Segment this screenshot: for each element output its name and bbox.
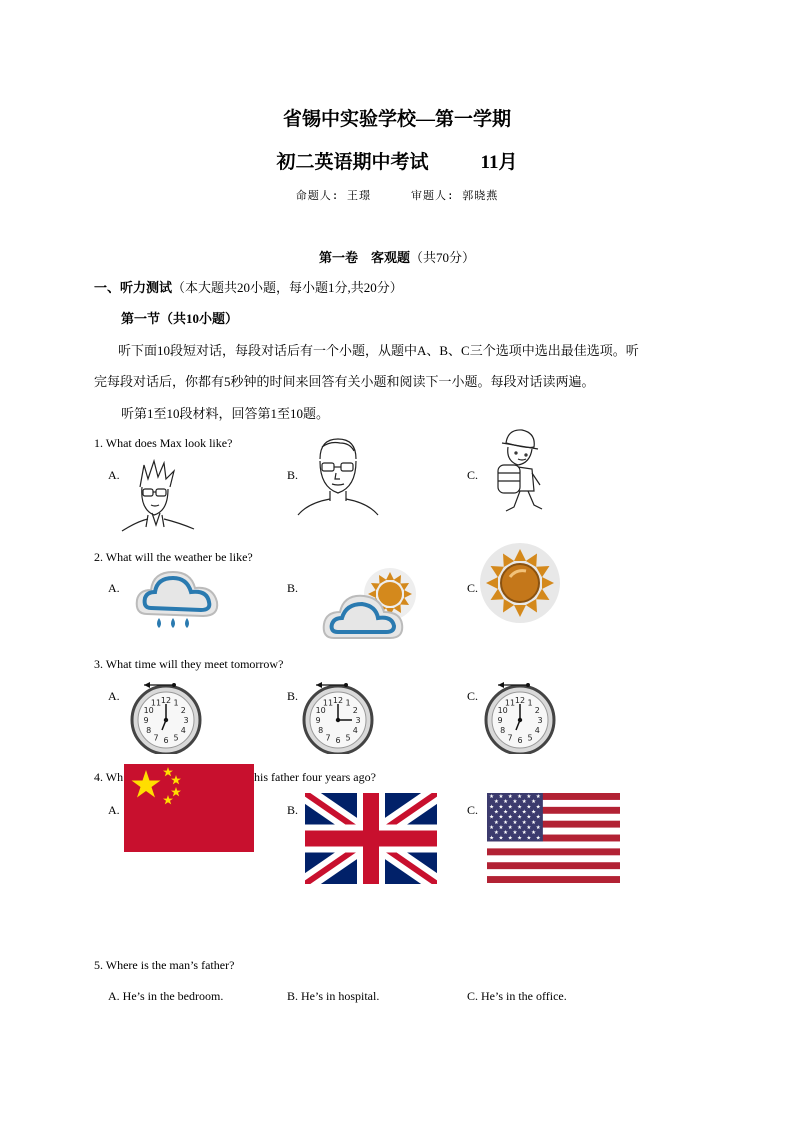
svg-text:★: ★ [535, 814, 541, 821]
boy-glasses-sketch-icon [118, 457, 198, 535]
question-2: 2. What will the weather be like? [94, 550, 253, 564]
q2-option-b: B. [287, 581, 299, 595]
q5-option-a: A. He’s in the bedroom. [108, 989, 224, 1003]
svg-text:12: 12 [332, 696, 344, 705]
section-title: 第一卷 客观题 [318, 250, 410, 265]
clock-icon [126, 678, 206, 754]
svg-text:★: ★ [507, 804, 513, 811]
exam-subtitle-main: 初二英语期中考试 [276, 152, 429, 173]
svg-text:9: 9 [315, 716, 321, 725]
svg-text:8: 8 [146, 726, 152, 735]
q4-option-b: B. [287, 803, 299, 817]
svg-text:5: 5 [173, 733, 179, 743]
svg-text:12: 12 [160, 696, 172, 705]
svg-text:★: ★ [498, 814, 504, 821]
svg-text:4: 4 [352, 726, 358, 735]
svg-text:★: ★ [503, 799, 509, 806]
svg-text:★: ★ [521, 809, 527, 816]
svg-text:3: 3 [183, 716, 189, 725]
q1-option-c: C. [467, 468, 479, 482]
cloud-sun-icon [322, 566, 422, 642]
svg-text:★: ★ [526, 814, 532, 821]
exam-month: 11月 [480, 152, 518, 173]
rain-cloud-icon [133, 562, 225, 634]
svg-text:★: ★ [507, 814, 513, 821]
q3-option-b: B. [287, 689, 299, 703]
svg-text:6: 6 [163, 736, 169, 745]
q4-option-c: C. [467, 803, 479, 817]
q3-option-c: C. [467, 689, 479, 703]
svg-text:★: ★ [526, 825, 532, 832]
svg-text:12: 12 [514, 696, 526, 705]
svg-text:7: 7 [507, 733, 513, 743]
svg-text:11: 11 [322, 698, 334, 708]
svg-text:★: ★ [535, 835, 541, 842]
svg-text:5: 5 [345, 733, 351, 743]
china-flag-icon [124, 764, 254, 852]
svg-text:★: ★ [493, 799, 499, 806]
usa-flag-icon [487, 793, 620, 883]
part-heading [94, 278, 403, 298]
q3-option-a: A. [108, 689, 120, 703]
svg-text:★: ★ [512, 799, 518, 806]
svg-text:1: 1 [345, 698, 351, 708]
instructions-line-1: 听下面10段短对话，每段对话后有一个小题，从题中A、B、C三个选项中选出最佳选项。听 [118, 343, 639, 358]
uk-flag-icon [305, 793, 437, 884]
svg-text:3: 3 [537, 716, 543, 725]
q1-option-a: A. [108, 468, 120, 482]
svg-text:2: 2 [534, 706, 540, 715]
svg-text:1: 1 [527, 698, 533, 708]
svg-text:★: ★ [517, 794, 523, 801]
svg-text:★: ★ [526, 794, 532, 801]
svg-text:6: 6 [335, 736, 341, 745]
svg-text:4: 4 [534, 726, 540, 735]
svg-text:★: ★ [517, 804, 523, 811]
svg-text:★: ★ [512, 809, 518, 816]
svg-text:★: ★ [489, 814, 495, 821]
section-score: （共70分） [410, 250, 476, 265]
svg-text:★: ★ [535, 825, 541, 832]
section-heading [0, 247, 794, 266]
q5-option-b: B. He’s in hospital. [287, 989, 380, 1003]
q4-option-a: A. [108, 803, 120, 817]
svg-text:★: ★ [498, 804, 504, 811]
svg-text:★: ★ [489, 804, 495, 811]
svg-text:★: ★ [489, 825, 495, 832]
instructions-line-2: 完每段对话后，你都有5秒钟的时间来回答有关小题和阅读下一小题。每段对话读两遍。 [94, 374, 595, 389]
svg-text:★: ★ [531, 809, 537, 816]
question-4-end: his father four years ago? [254, 770, 376, 784]
subheading: 第一节（共10小题） [121, 311, 239, 326]
svg-text:5: 5 [527, 733, 533, 743]
svg-text:★: ★ [531, 830, 537, 837]
svg-text:11: 11 [504, 698, 516, 708]
svg-text:11: 11 [150, 698, 162, 708]
svg-text:★: ★ [489, 794, 495, 801]
svg-text:★: ★ [493, 830, 499, 837]
svg-text:★: ★ [507, 794, 513, 801]
svg-text:7: 7 [325, 733, 331, 743]
part-heading-note: （本大题共20小题，每小题1分,共20分） [172, 280, 403, 295]
svg-text:★: ★ [498, 825, 504, 832]
svg-text:★: ★ [521, 830, 527, 837]
q2-option-c: C. [467, 581, 479, 595]
svg-text:★: ★ [526, 835, 532, 842]
part-heading-title: 一、听力测试 [94, 280, 173, 295]
svg-text:★: ★ [507, 835, 513, 842]
svg-text:2: 2 [180, 706, 186, 715]
svg-text:8: 8 [318, 726, 324, 735]
svg-text:6: 6 [517, 736, 523, 745]
exam-title: 省锡中实验学校—第一学期 [282, 109, 511, 130]
svg-text:★: ★ [535, 794, 541, 801]
svg-text:★: ★ [493, 809, 499, 816]
question-4-start: 4. Wh [94, 770, 124, 784]
man-glasses-portrait-icon [296, 433, 380, 517]
svg-text:10: 10 [143, 706, 154, 715]
svg-text:★: ★ [535, 804, 541, 811]
question-5: 5. Where is the man’s father? [94, 958, 235, 972]
svg-text:1: 1 [173, 698, 179, 708]
svg-text:3: 3 [355, 716, 361, 725]
svg-text:★: ★ [507, 825, 513, 832]
sun-icon [479, 542, 561, 624]
clock-icon [298, 678, 378, 754]
reviewer-name: 审题人: 郭晓燕 [411, 189, 499, 202]
svg-text:★: ★ [512, 830, 518, 837]
svg-text:10: 10 [315, 706, 326, 715]
svg-text:★: ★ [503, 819, 509, 826]
svg-text:★: ★ [512, 819, 518, 826]
q2-option-a: A. [108, 581, 120, 595]
setter-name: 命题人: 王璟 [295, 189, 371, 202]
question-3: 3. What time will they meet tomorrow? [94, 657, 284, 671]
svg-text:4: 4 [180, 726, 186, 735]
svg-text:★: ★ [531, 819, 537, 826]
q5-option-c: C. He’s in the office. [467, 989, 567, 1003]
exam-authors [0, 187, 794, 203]
svg-text:★: ★ [498, 794, 504, 801]
boy-backpack-icon [484, 425, 546, 517]
svg-text:10: 10 [497, 706, 508, 715]
svg-text:★: ★ [517, 814, 523, 821]
svg-text:★: ★ [498, 835, 504, 842]
svg-text:9: 9 [143, 716, 149, 725]
svg-text:★: ★ [531, 799, 537, 806]
svg-text:8: 8 [500, 726, 506, 735]
svg-text:★: ★ [517, 825, 523, 832]
svg-text:★: ★ [503, 830, 509, 837]
svg-text:9: 9 [497, 716, 503, 725]
svg-text:★: ★ [517, 835, 523, 842]
question-1: 1. What does Max look like? [94, 436, 233, 450]
svg-text:★: ★ [521, 799, 527, 806]
svg-text:★: ★ [526, 804, 532, 811]
svg-text:★: ★ [489, 835, 495, 842]
svg-text:★: ★ [493, 819, 499, 826]
material-note: 听第1至10段材料，回答第1至10题。 [121, 406, 330, 421]
svg-text:★: ★ [503, 809, 509, 816]
exam-subtitle [0, 147, 794, 174]
clock-icon [480, 678, 560, 754]
svg-text:★: ★ [521, 819, 527, 826]
svg-text:7: 7 [153, 733, 159, 743]
svg-text:2: 2 [352, 706, 358, 715]
q1-option-b: B. [287, 468, 299, 482]
